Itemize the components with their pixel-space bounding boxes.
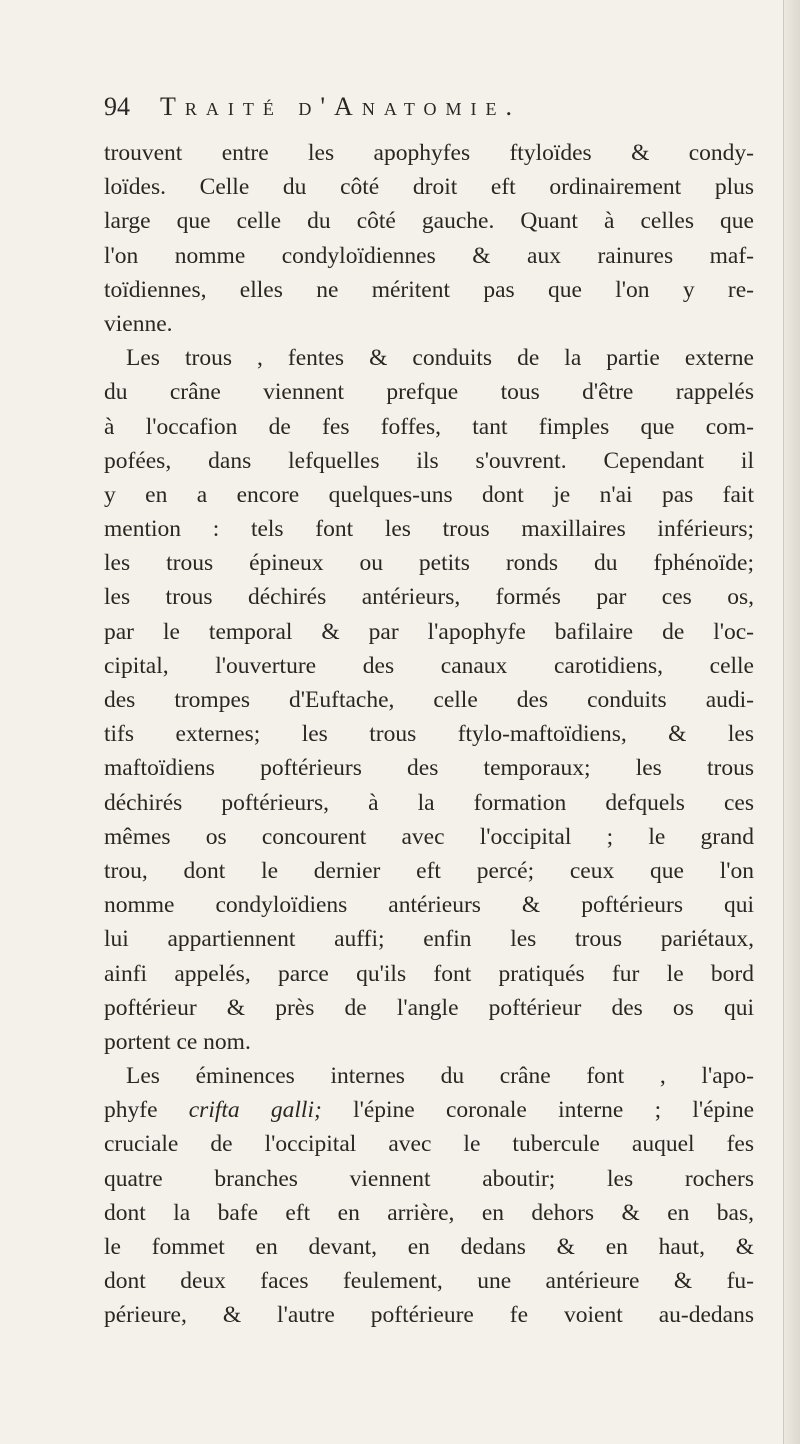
body-text (104, 136, 754, 1333)
text-line: le fommet en devant, en dedans & en haut, & (104, 1234, 754, 1260)
running-header (104, 92, 724, 132)
text-line: à l'occafion de fes foffes, tant fimples que com- (104, 413, 754, 440)
text-line: loïdes. Celle du côté droit eft ordinairement plus (104, 174, 754, 201)
text-line: déchirés poftérieurs, à la formation defquels ces (104, 789, 754, 816)
page-edge (783, 0, 800, 1444)
text-line: tifs externes; les trous ftylo-maftoïdiens, & les (104, 721, 754, 748)
text-line: quatre branches viennent aboutir; les rochers (104, 1165, 754, 1192)
text-line: les trous épineux ou petits ronds du fphénoïde; (104, 550, 754, 577)
text-line: poftérieur & près de l'angle poftérieur des os qui (104, 994, 754, 1021)
text-line: dont la bafe eft en arrière, en dehors & en bas, (104, 1199, 754, 1226)
text-line: cipital, l'ouverture des canaux carotidiens, celle (104, 652, 754, 679)
text-line: vienne. (104, 310, 173, 337)
paragraph-start-line: Les trous , fentes & conduits de la partie externe (126, 345, 754, 372)
text-line: périeure, & l'autre poftérieure fe voient au-dedans (104, 1302, 754, 1329)
text-line: l'on nomme condyloïdiennes & aux rainures maf- (104, 242, 754, 269)
text-line: toïdiennes, elles ne méritent pas que l'on y re- (104, 276, 754, 303)
text-line: par le temporal & par l'apophyfe bafilaire de l'oc- (104, 618, 754, 645)
text-line: y en a encore quelques-uns dont je n'ai pas fait (104, 481, 754, 508)
text-line: nomme condyloïdiens antérieurs & poftérieurs qui (104, 892, 754, 919)
text-line: cruciale de l'occipital avec le tubercule auquel fes (104, 1131, 754, 1158)
text-line: du crâne viennent prefque tous d'être rappelés (104, 379, 754, 406)
running-title: Traité d'Anatomie. (160, 92, 521, 121)
text-line: lui appartiennent auffi; enfin les trous pariétaux, (104, 926, 754, 953)
latin-term: crifta galli; (188, 1097, 322, 1124)
text-line (104, 1093, 754, 1127)
paragraph-start-line: Les éminences internes du crâne font , l'apo- (126, 1063, 754, 1090)
page-number: 94 (104, 92, 130, 121)
text-line: les trous déchirés antérieurs, formés par ces os, (104, 584, 754, 611)
text-line: trou, dont le dernier eft percé; ceux que l'on (104, 857, 754, 884)
text-line: mêmes os concourent avec l'occipital ; le grand (104, 823, 754, 850)
text-line: mention : tels font les trous maxillaires inférieurs; (104, 516, 754, 543)
text-line: des trompes d'Euftache, celle des conduits audi- (104, 687, 754, 713)
text-line: trouvent entre les apophyfes ftyloïdes & condy- (104, 140, 754, 166)
text-segment: l'épine coronale interne ; l'épine (321, 1097, 754, 1124)
text-line: maftoïdiens poftérieurs des temporaux; les trous (104, 755, 754, 782)
text-segment: phyfe (104, 1097, 189, 1124)
text-line: large que celle du côté gauche. Quant à celles que (104, 208, 754, 235)
text-line: dont deux faces feulement, une antérieure & fu- (104, 1268, 754, 1295)
text-line: pofées, dans lefquelles ils s'ouvrent. Cependant il (104, 447, 754, 474)
text-line: portent ce nom. (104, 1028, 251, 1055)
text-line: ainfi appelés, parce qu'ils font pratiqués fur le bord (104, 960, 754, 987)
